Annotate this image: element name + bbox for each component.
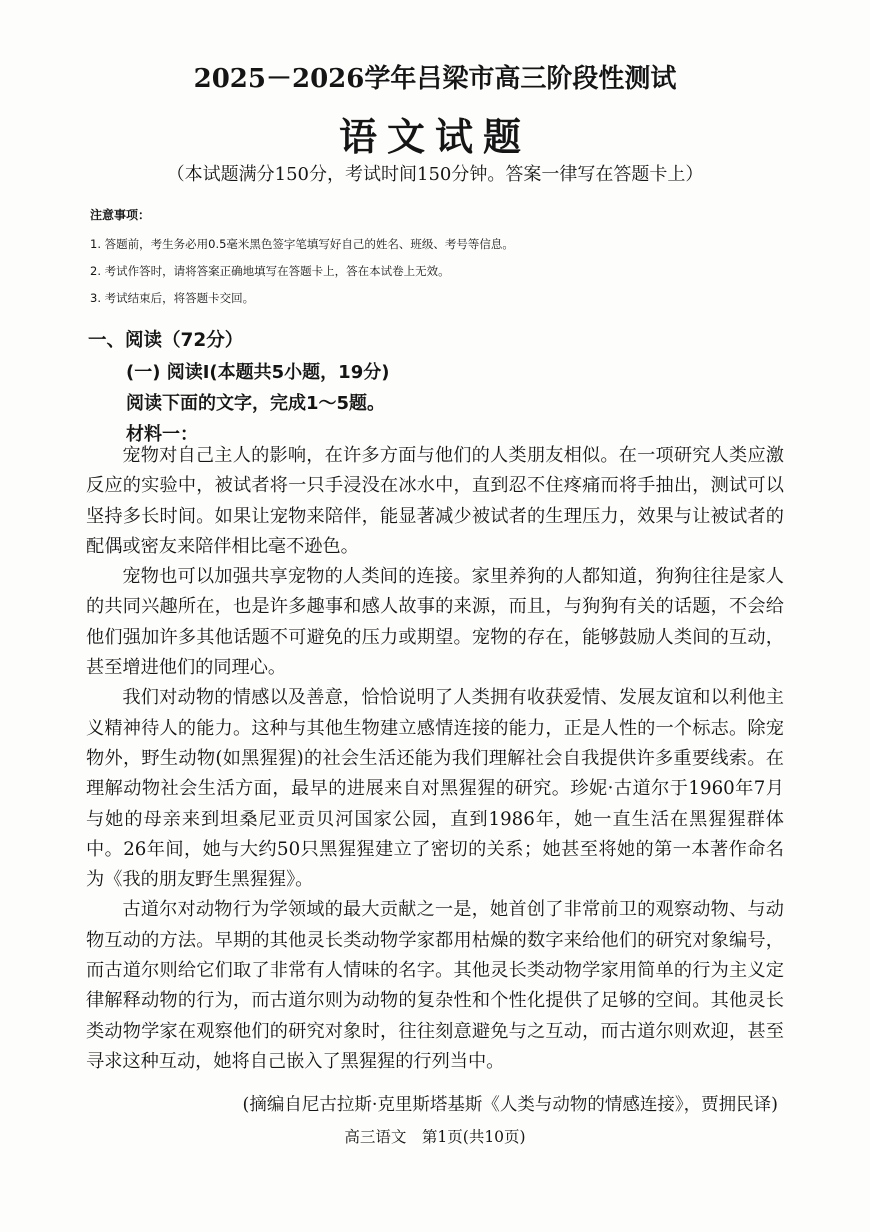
page-footer: 高三语文 第1页(共10页) (344, 1128, 526, 1146)
paragraph: 宠物对自己主人的影响，在许多方面与他们的人类朋友相似。在一项研究人类应激反应的实验中，被试者将一只手浸没在冰水中，直到忍不住疼痛而将手抽出，测试可以坚持多长时间。如果让宠物来陪伴，能显著减少被试者的生理压力，效果与让被试者的配偶或密友来陪伴相比毫不逊色。 (86, 445, 784, 557)
sub-heading: (一) 阅读Ⅰ(本题共5小题，19分) (126, 362, 390, 383)
notice-item: 3. 考试结束后，将答题卡交回。 (90, 291, 255, 305)
paragraph: 我们对动物的情感以及善意，恰恰说明了人类拥有收获爱情、发展友谊和以利他主义精神待人的能力。这种与其他生物建立感情连接的能力，正是人性的一个标志。除宠物外，野生动物(如黑猩猩)的社会生活还能为我们理解社会自我提供许多重要线索。在理解动物社会生活方面，最早的进展来自对黑猩猩的研究。珍妮·古道尔于1960年7月与她的母亲来到坦桑尼亚贡贝河国家公园，直到1986年，她一直生活在黑猩猩群体中。26年间，她与大约50只黑猩猩建立了密切的关系；她甚至将她的第一本著作命名为《我的朋友野生黑猩猩》。 (86, 687, 784, 891)
notice-item: 1. 答题前，考生务必用0.5毫米黑色签字笔填写好自己的姓名、班级、考号等信息。 (90, 237, 514, 251)
reading-instruction: 阅读下面的文字，完成1～5题。 (126, 393, 386, 414)
section-heading: 一、阅读（72分） (88, 330, 244, 351)
exam-note: （本试题满分150分，考试时间150分钟。答案一律写在答题卡上） (166, 164, 704, 185)
paragraph: 古道尔对动物行为学领域的最大贡献之一是，她首创了非常前卫的观察动物、与动物互动的方法。早期的其他灵长类动物学家都用枯燥的数字来给他们的研究对象编号，而古道尔则给它们取了非常有人情味的名字。其他灵长类动物学家用简单的行为主义定律解释动物的行为，而古道尔则为动物的复杂性和个性化提供了足够的空间。其他灵长类动物学家在观察他们的研究对象时，往往刻意避免与之互动，而古道尔则欢迎，甚至寻求这种互动，她将自己嵌入了黑猩猩的行列当中。 (86, 899, 784, 1072)
notice-item: 2. 考试作答时，请将答案正确地填写在答题卡上，答在本试卷上无效。 (90, 264, 450, 278)
paragraph: 宠物也可以加强共享宠物的人类间的连接。家里养狗的人都知道，狗狗往往是家人的共同兴趣所在，也是许多趣事和感人故事的来源，而且，与狗狗有关的话题，不会给他们强加许多其他话题不可避免的压力或期望。宠物的存在，能够鼓励人类间的互动，甚至增进他们的同理心。 (86, 566, 784, 679)
material-label: 材料一： (126, 424, 198, 445)
source-citation: (摘编自尼古拉斯·克里斯塔基斯《人类与动物的情感连接》，贾拥民译) (242, 1095, 778, 1115)
notice-heading: 注意事项： (90, 208, 151, 222)
subject-title: 语文试题 (338, 114, 531, 159)
exam-title: 2025－2026学年吕梁市高三阶段性测试 (193, 64, 677, 94)
material-body (86, 441, 784, 1077)
